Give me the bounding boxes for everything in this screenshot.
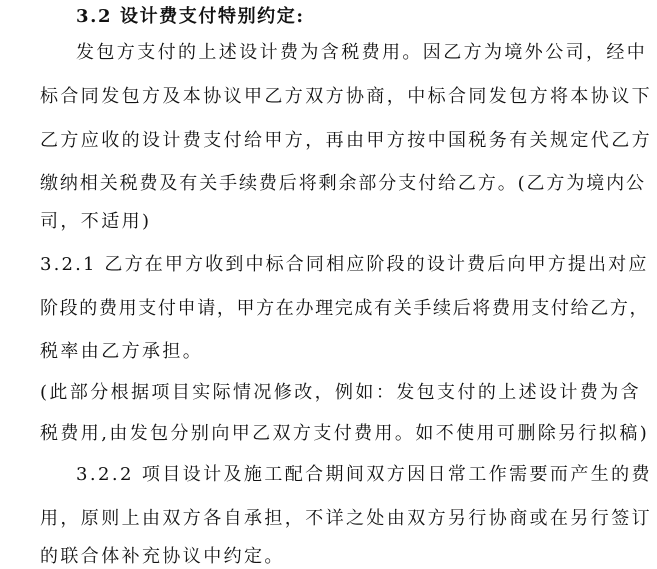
paragraph-line: 缴纳相关税费及有关手续费后将剩余部分支付给乙方。(乙方为境内公 <box>40 173 646 194</box>
section-heading: 3.2 设计费支付特别约定: <box>76 6 305 27</box>
clause-3-2-1-line: 3.2.1 乙方在甲方收到中标合同相应阶段的设计费后向甲方提出对应 <box>40 254 649 275</box>
clause-3-2-2-line: 3.2.2 项目设计及施工配合期间双方因日常工作需要而产生的费 <box>76 464 652 485</box>
clause-3-2-2-line: 的联合体补充协议中约定。 <box>40 546 285 567</box>
paragraph-line: 发包方支付的上述设计费为含税费用。因乙方为境外公司，经中 <box>76 42 648 63</box>
note-line: (此部分根据项目实际情况修改，例如：发包支付的上述设计费为含 <box>40 382 642 403</box>
paragraph-line: 标合同发包方及本协议甲乙方双方协商，中标合同发包方将本协议下 <box>40 86 652 107</box>
paragraph-line: 司，不适用) <box>40 211 152 232</box>
note-line: 税费用,由发包分别向甲乙双方支付费用。如不使用可删除另行拟稿) <box>40 423 650 444</box>
clause-3-2-1-line: 税率由乙方承担。 <box>40 341 204 362</box>
paragraph-line: 乙方应收的设计费支付给甲方，再由甲方按中国税务有关规定代乙方 <box>40 130 652 151</box>
clause-3-2-2-line: 用，原则上由双方各自承担，不详之处由双方另行协商或在另行签订 <box>40 508 652 529</box>
clause-3-2-1-line: 阶段的费用支付申请，甲方在办理完成有关手续后将费用支付给乙方， <box>40 298 650 319</box>
